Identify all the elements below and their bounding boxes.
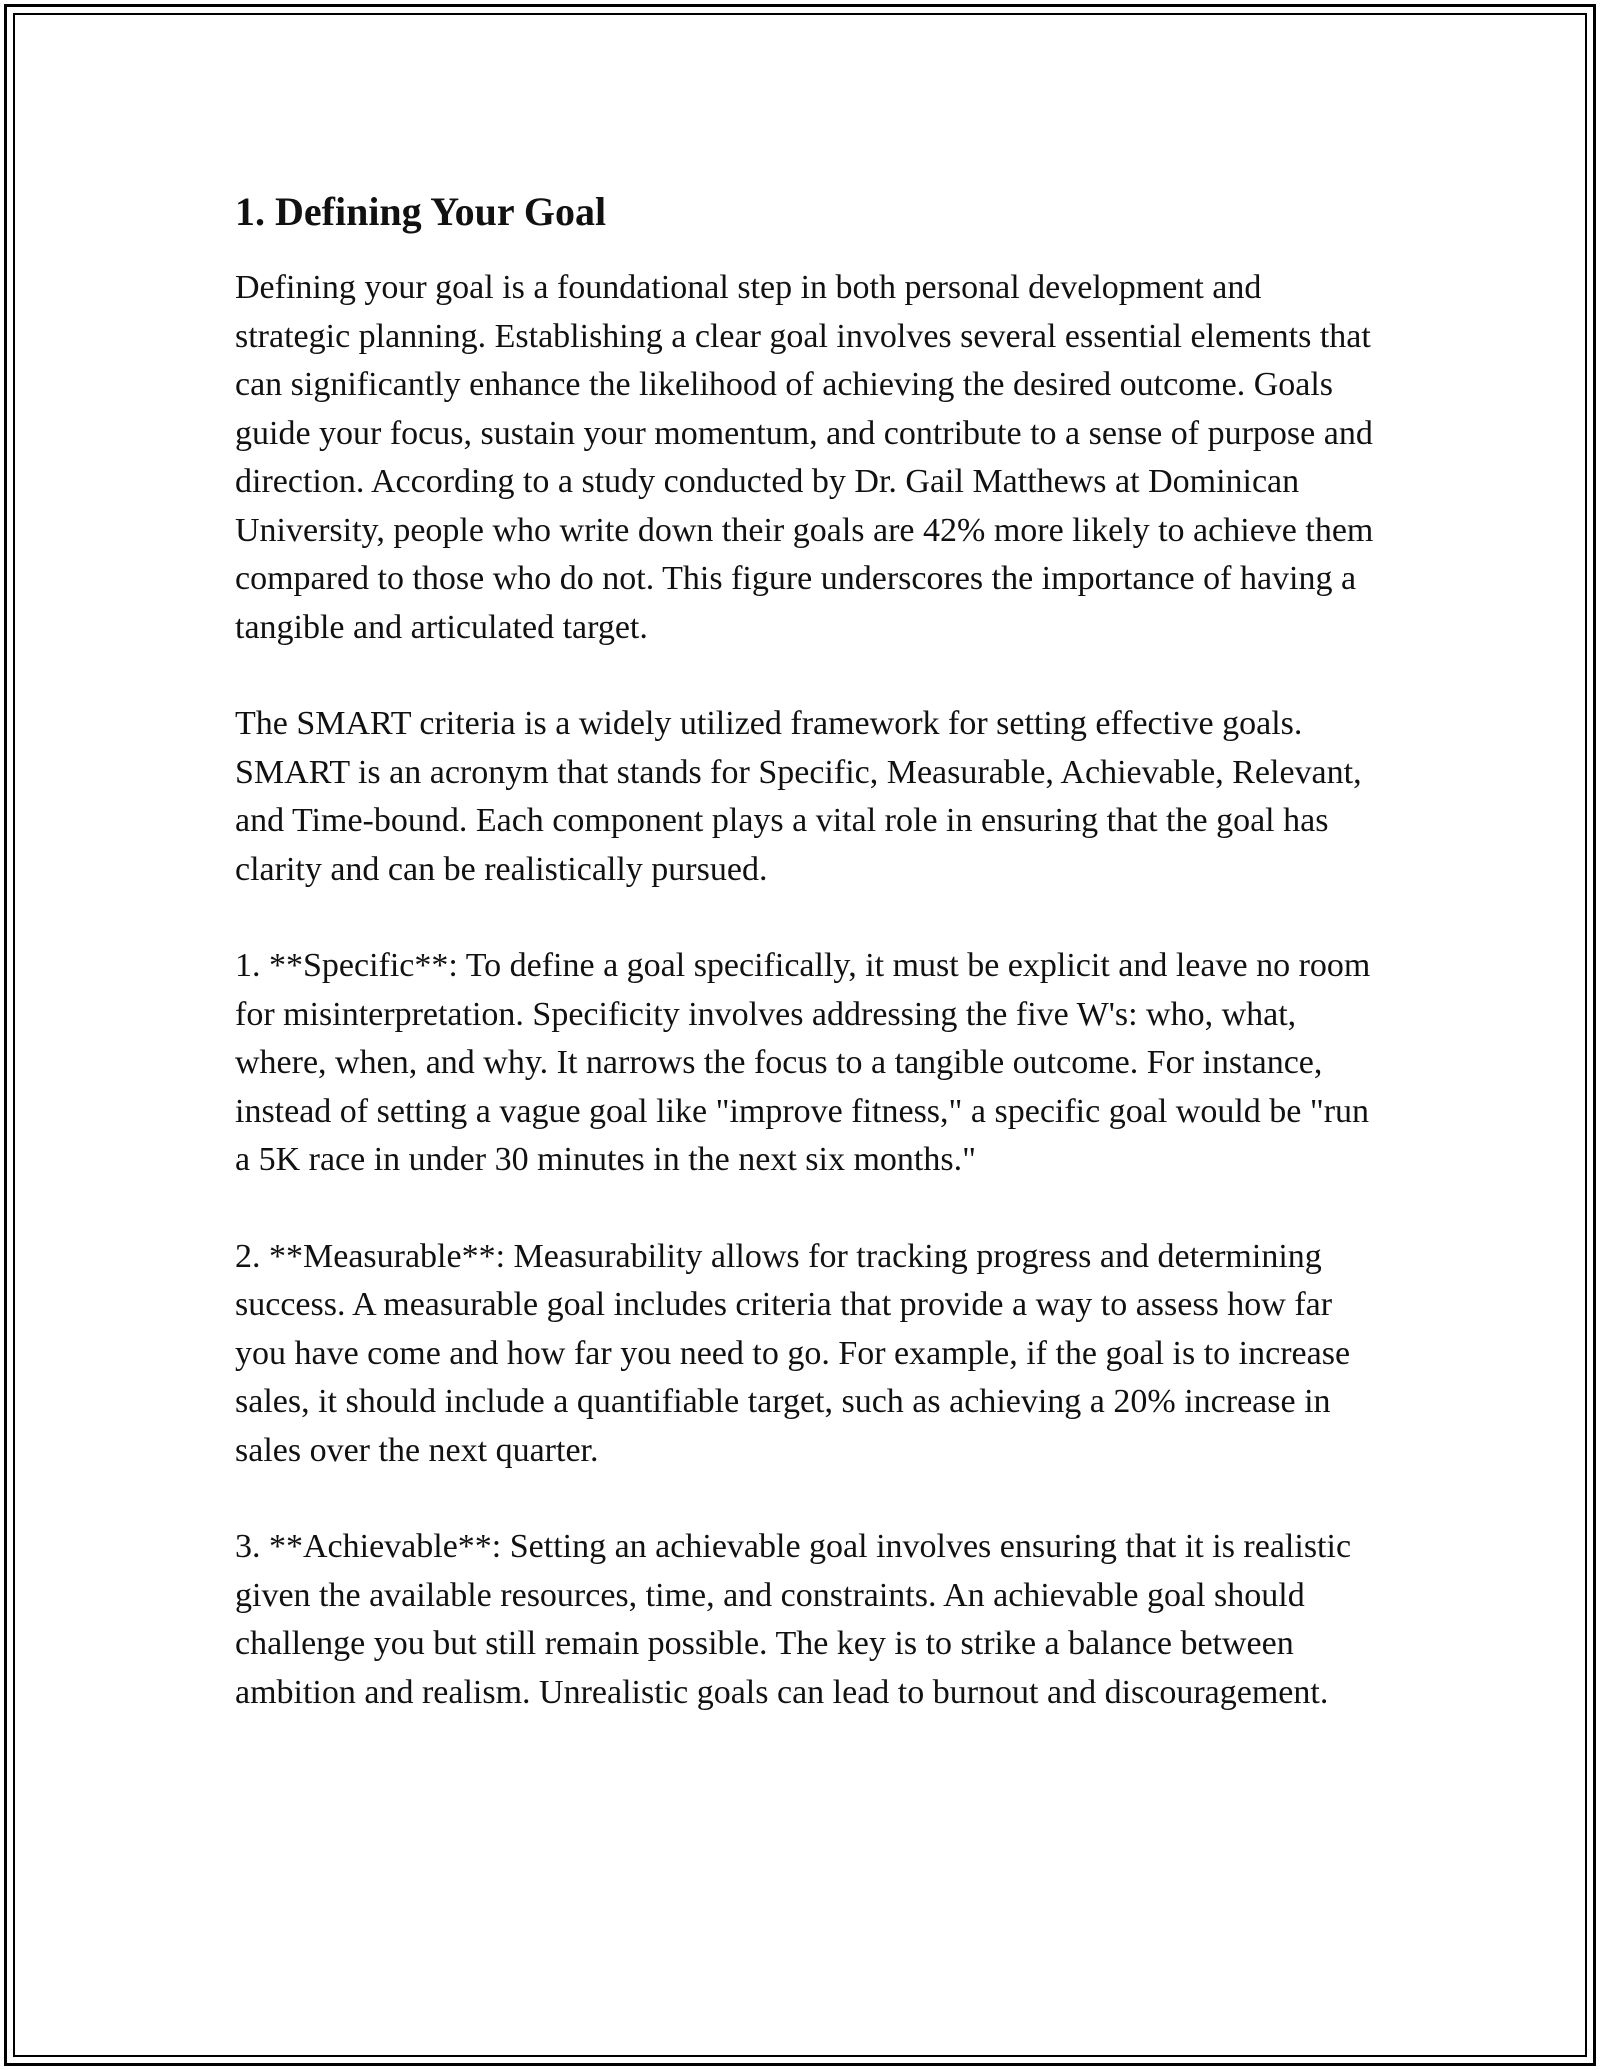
measurable-paragraph: 2. **Measurable**: Measurability allows for tracking progress and determining success. A measurable goal includes criteria that provide a way to assess how far you have come and how far you need to go. For example, if the goal is to increase sales, it should include a quantifiable target, such as achieving a 20% increase in sales over the next quarter.: [235, 1237, 1351, 1469]
document-body: [235, 184, 1385, 1765]
achievable-paragraph: 3. **Achievable**: Setting an achievable goal involves ensuring that it is realistic given the available resources, time, and constraints. An achievable goal should challenge you but still remain possible. The key is to strike a balance between ambition and realism. Unrealistic goals can lead to burnout and discouragement.: [235, 1528, 1352, 1711]
section-heading: 1. Defining Your Goal: [235, 189, 607, 234]
specific-paragraph: 1. **Specific**: To define a goal specifically, it must be explicit and leave no room for misinterpretation. Specificity involves addressing the five W's: who, what, where, when, and why. It narrows the focus to a tangible outcome. For instance, instead of setting a vague goal like "improve fitness," a specific goal would be "run a 5K race in under 30 minutes in the next six months.": [235, 947, 1371, 1178]
intro-paragraph: Defining your goal is a foundational step in both personal development and strategic planning. Establishing a clear goal involves several essential elements that can significantly enhance the likelihood of achieving the desired outcome. Goals guide your focus, sustain your momentum, and contribute to a sense of purpose and direction. According to a study conducted by Dr. Gail Matthews at Dominican University, people who write down their goals are 42% more likely to achieve them compared to those who do not. This figure underscores the importance of having a tangible and articulated target.: [235, 269, 1374, 646]
smart-criteria-paragraph: The SMART criteria is a widely utilized framework for setting effective goals. SMART is an acronym that stands for Specific, Measurable, Achievable, Relevant, and Time-bound. Each component plays a vital role in ensuring that the goal has clarity and can be realistically pursued.: [235, 705, 1362, 888]
